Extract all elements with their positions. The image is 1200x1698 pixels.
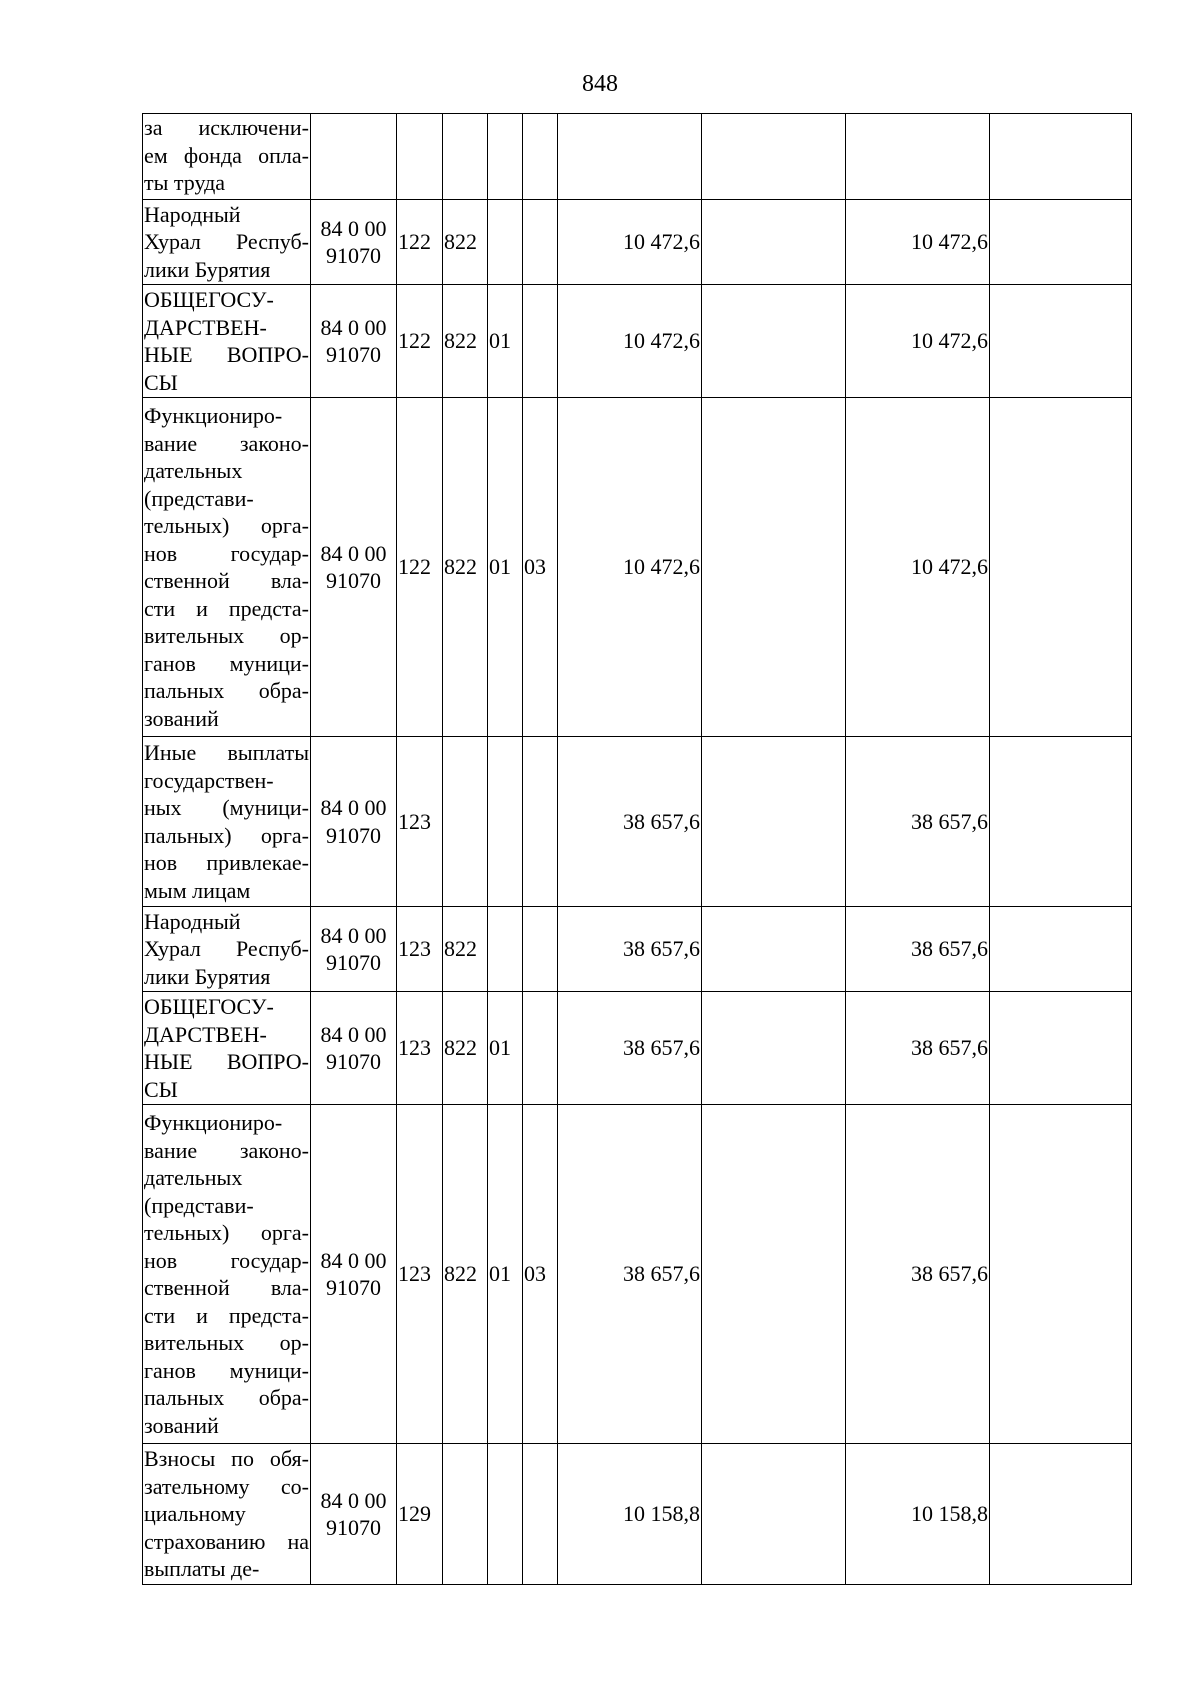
expense-name-line: (представи- xyxy=(144,1192,254,1218)
expense-name-line: государствен- xyxy=(144,767,274,793)
table-row xyxy=(143,992,1132,1105)
administrator-cell xyxy=(443,737,488,907)
target-article-line: 84 0 00 xyxy=(320,540,387,566)
expense-name-line: ДАРСТВЕН- xyxy=(144,314,267,340)
expense-name-line: зований xyxy=(144,1412,219,1438)
section-cell xyxy=(488,737,523,907)
expense-type-cell: 123 xyxy=(397,737,443,907)
expense-name-cell xyxy=(143,114,311,200)
target-article-cell xyxy=(311,737,397,907)
amount-cell xyxy=(990,1105,1132,1444)
expense-name-line: вание законо- xyxy=(144,430,309,456)
expense-type-cell xyxy=(397,114,443,200)
amount-cell xyxy=(990,737,1132,907)
table-row xyxy=(143,1105,1132,1444)
target-article-line: 91070 xyxy=(326,243,381,268)
expense-name-cell xyxy=(143,200,311,285)
expense-name-line: Народный xyxy=(144,201,241,227)
target-article-line: 91070 xyxy=(326,342,381,367)
target-article-cell xyxy=(311,398,397,737)
expense-type-cell: 122 xyxy=(397,285,443,398)
expense-name-line: дательных xyxy=(144,458,243,483)
amount-cell: 38 657,6 xyxy=(846,737,990,907)
target-article-line: 91070 xyxy=(326,822,381,848)
subsection-cell xyxy=(523,1444,558,1585)
expense-name-line: (представи- xyxy=(144,485,254,511)
administrator-cell: 822 xyxy=(443,907,488,992)
budget-table xyxy=(142,113,1132,1585)
table-row xyxy=(143,398,1132,737)
amount-cell xyxy=(702,200,846,285)
amount-cell: 38 657,6 xyxy=(846,907,990,992)
target-article-line: 84 0 00 xyxy=(320,1487,387,1513)
amount-cell xyxy=(702,992,846,1105)
expense-name-line: ственной вла- xyxy=(144,1275,309,1300)
expense-name-cell xyxy=(143,737,311,907)
expense-name-line: ДАРСТВЕН- xyxy=(144,1021,267,1047)
target-article-cell xyxy=(311,1105,397,1444)
amount-cell: 38 657,6 xyxy=(846,992,990,1105)
table-row xyxy=(143,114,1132,200)
administrator-cell: 822 xyxy=(443,1105,488,1444)
expense-name-line: за исключени- xyxy=(144,115,309,140)
amount-cell xyxy=(702,398,846,737)
target-article-cell xyxy=(311,285,397,398)
section-cell: 01 xyxy=(488,398,523,737)
expense-name-cell xyxy=(143,992,311,1105)
expense-name-line: сти и предста- xyxy=(144,595,309,621)
amount-cell: 10 472,6 xyxy=(558,200,702,285)
amount-cell xyxy=(990,398,1132,737)
amount-cell: 10 472,6 xyxy=(558,285,702,398)
section-cell xyxy=(488,200,523,285)
expense-name-line: ганов муници- xyxy=(144,1357,309,1383)
target-article-cell xyxy=(311,1444,397,1585)
amount-cell: 38 657,6 xyxy=(558,1105,702,1444)
target-article-line: 84 0 00 xyxy=(320,795,387,820)
amount-cell: 10 472,6 xyxy=(558,398,702,737)
expense-name-cell xyxy=(143,1105,311,1444)
target-article-line: 84 0 00 xyxy=(320,1247,387,1273)
amount-cell xyxy=(558,114,702,200)
expense-name-line: нов привлекае- xyxy=(144,850,309,875)
amount-cell: 10 472,6 xyxy=(846,200,990,285)
expense-name-cell xyxy=(143,907,311,992)
expense-type-cell: 123 xyxy=(397,1105,443,1444)
expense-name-line: СЫ xyxy=(144,1076,178,1102)
expense-name-line: вительных ор- xyxy=(144,623,309,648)
expense-name-line: ОБЩЕГОСУ- xyxy=(144,287,274,312)
target-article-line: 91070 xyxy=(326,1275,381,1300)
expense-name-line: пальных обра- xyxy=(144,678,309,703)
administrator-cell xyxy=(443,114,488,200)
expense-name-line: зательному со- xyxy=(144,1473,309,1499)
expense-name-line: ганов муници- xyxy=(144,650,309,676)
target-article-line: 91070 xyxy=(326,950,381,975)
expense-name-line: Народный xyxy=(144,908,241,934)
section-cell: 01 xyxy=(488,1105,523,1444)
administrator-cell: 822 xyxy=(443,398,488,737)
expense-name-line: Иные выплаты xyxy=(144,740,309,765)
subsection-cell xyxy=(523,907,558,992)
expense-name-line: СЫ xyxy=(144,369,178,395)
administrator-cell: 822 xyxy=(443,285,488,398)
expense-name-line: ты труда xyxy=(144,170,226,195)
target-article-line: 91070 xyxy=(326,1515,381,1540)
expense-name-line: циальному xyxy=(144,1501,246,1527)
amount-cell: 10 158,8 xyxy=(558,1444,702,1585)
amount-cell xyxy=(990,1444,1132,1585)
expense-name-line: ОБЩЕГОСУ- xyxy=(144,994,274,1019)
expense-name-cell xyxy=(143,285,311,398)
expense-name-line: тельных) орга- xyxy=(144,513,309,538)
expense-name-line: нов государ- xyxy=(144,540,309,566)
amount-cell: 38 657,6 xyxy=(558,737,702,907)
expense-name-line: пальных) орга- xyxy=(144,822,309,848)
target-article-line: 84 0 00 xyxy=(320,1021,387,1047)
expense-name-line: лики Бурятия xyxy=(144,256,271,282)
target-article-line: 84 0 00 xyxy=(320,215,387,241)
expense-name-line: Хурал Респуб- xyxy=(144,936,309,962)
amount-cell: 10 472,6 xyxy=(846,285,990,398)
expense-type-cell: 123 xyxy=(397,907,443,992)
amount-cell xyxy=(702,1105,846,1444)
expense-name-line: НЫЕ ВОПРО- xyxy=(144,1049,309,1074)
expense-name-line: зований xyxy=(144,705,219,731)
target-article-cell xyxy=(311,200,397,285)
expense-name-line: пальных обра- xyxy=(144,1385,309,1410)
amount-cell xyxy=(990,200,1132,285)
expense-type-cell: 129 xyxy=(397,1444,443,1585)
subsection-cell xyxy=(523,200,558,285)
expense-name-line: нов государ- xyxy=(144,1247,309,1273)
budget-table-body xyxy=(143,114,1132,1585)
section-cell: 01 xyxy=(488,285,523,398)
subsection-cell: 03 xyxy=(523,398,558,737)
expense-name-line: Взносы по обя- xyxy=(144,1446,309,1472)
table-row xyxy=(143,907,1132,992)
table-row xyxy=(143,737,1132,907)
amount-cell xyxy=(990,907,1132,992)
expense-name-line: Функциониро- xyxy=(144,403,283,428)
target-article-cell xyxy=(311,907,397,992)
target-article-line: 84 0 00 xyxy=(320,314,387,340)
table-row xyxy=(143,285,1132,398)
expense-name-line: дательных xyxy=(144,1165,243,1190)
expense-name-line: ных (муници- xyxy=(144,795,309,820)
expense-name-line: лики Бурятия xyxy=(144,963,271,989)
section-cell xyxy=(488,114,523,200)
expense-name-line: страхованию на xyxy=(144,1528,309,1554)
target-article-line: 84 0 00 xyxy=(320,922,387,948)
expense-name-line: вание законо- xyxy=(144,1137,309,1163)
expense-name-cell xyxy=(143,398,311,737)
table-row xyxy=(143,1444,1132,1585)
table-row xyxy=(143,200,1132,285)
expense-type-cell: 122 xyxy=(397,398,443,737)
subsection-cell xyxy=(523,737,558,907)
expense-name-line: выплаты де- xyxy=(144,1556,260,1582)
target-article-line: 91070 xyxy=(326,568,381,593)
expense-name-line: ем фонда опла- xyxy=(144,142,309,168)
subsection-cell xyxy=(523,285,558,398)
amount-cell xyxy=(990,114,1132,200)
amount-cell xyxy=(702,1444,846,1585)
target-article-cell xyxy=(311,992,397,1105)
amount-cell xyxy=(702,285,846,398)
expense-name-line: Хурал Респуб- xyxy=(144,229,309,255)
expense-type-cell: 123 xyxy=(397,992,443,1105)
section-cell xyxy=(488,1444,523,1585)
subsection-cell xyxy=(523,114,558,200)
amount-cell: 10 472,6 xyxy=(846,398,990,737)
amount-cell xyxy=(990,285,1132,398)
amount-cell xyxy=(702,737,846,907)
expense-type-cell: 122 xyxy=(397,200,443,285)
amount-cell: 38 657,6 xyxy=(558,907,702,992)
target-article-line: 91070 xyxy=(326,1049,381,1074)
subsection-cell: 03 xyxy=(523,1105,558,1444)
amount-cell xyxy=(702,114,846,200)
expense-name-line: вительных ор- xyxy=(144,1330,309,1355)
subsection-cell xyxy=(523,992,558,1105)
administrator-cell: 822 xyxy=(443,200,488,285)
expense-name-line: НЫЕ ВОПРО- xyxy=(144,342,309,367)
amount-cell xyxy=(846,114,990,200)
expense-name-line: сти и предста- xyxy=(144,1302,309,1328)
expense-name-line: Функциониро- xyxy=(144,1110,283,1135)
expense-name-line: мым лицам xyxy=(144,877,251,903)
amount-cell: 38 657,6 xyxy=(558,992,702,1105)
administrator-cell: 822 xyxy=(443,992,488,1105)
amount-cell xyxy=(990,992,1132,1105)
expense-name-cell xyxy=(143,1444,311,1585)
section-cell: 01 xyxy=(488,992,523,1105)
page-number: 848 xyxy=(582,71,618,97)
expense-name-line: тельных) орга- xyxy=(144,1220,309,1245)
amount-cell: 38 657,6 xyxy=(846,1105,990,1444)
administrator-cell xyxy=(443,1444,488,1585)
amount-cell xyxy=(702,907,846,992)
expense-name-line: ственной вла- xyxy=(144,568,309,593)
target-article-cell xyxy=(311,114,397,200)
amount-cell: 10 158,8 xyxy=(846,1444,990,1585)
section-cell xyxy=(488,907,523,992)
